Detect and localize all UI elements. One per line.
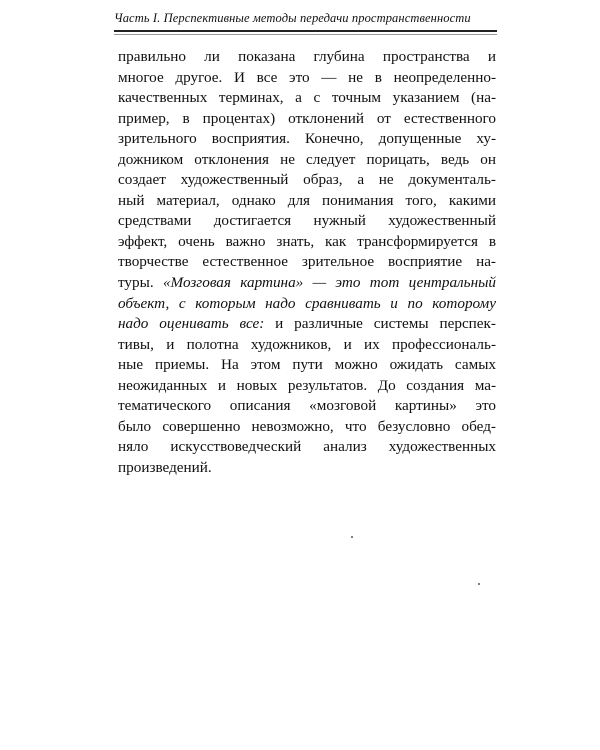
- text-run: няло искусствоведческий анализ художественных: [118, 438, 496, 456]
- text-run: было совершенно невозможно, что безусловно обед-: [118, 417, 496, 435]
- text-run: качественных терминах, а с точным указанием (на-: [118, 89, 496, 107]
- body-paragraph: [118, 47, 496, 478]
- text-line: [118, 314, 496, 335]
- text-line: [118, 458, 496, 479]
- text-line: [118, 47, 496, 68]
- text-run: зрительного восприятия. Конечно, допущенные ху-: [118, 130, 496, 148]
- text-line: [118, 294, 496, 315]
- text-run: неожиданных и новых результатов. До создания ма-: [118, 376, 496, 394]
- scan-speck: [351, 536, 353, 538]
- text-line: [118, 129, 496, 150]
- text-run: туры.: [118, 274, 163, 292]
- text-line: [118, 170, 496, 191]
- text-line: [118, 396, 496, 417]
- text-run: и различные системы перспек-: [264, 315, 496, 333]
- text-run: произведений.: [118, 458, 212, 476]
- text-run: тивы, и полотна художников, и их профессиональ-: [118, 335, 496, 353]
- text-run: создает художественный образ, а не документаль-: [118, 171, 496, 189]
- running-head: Часть I. Перспективные методы передачи пространственности: [114, 11, 471, 25]
- text-line: [118, 232, 496, 253]
- text-line: [118, 335, 496, 356]
- text-line: [118, 88, 496, 109]
- text-line: [118, 376, 496, 397]
- text-line: [118, 109, 496, 130]
- text-run: тематического описания «мозговой картины» это: [118, 397, 496, 415]
- text-run: средствами достигается нужный художественный: [118, 212, 496, 230]
- text-line: [118, 150, 496, 171]
- text-line: [118, 437, 496, 458]
- text-line: [118, 211, 496, 232]
- text-run: творчестве естественное зрительное восприятие на-: [118, 253, 496, 271]
- text-run: эффект, очень важно знать, как трансформируется в: [118, 232, 496, 250]
- text-run: правильно ли показана глубина пространства и: [118, 48, 496, 65]
- text-line: [118, 273, 496, 294]
- text-line: [118, 252, 496, 273]
- text-run: ные приемы. На этом пути можно ожидать самых: [118, 356, 496, 374]
- text-line: [118, 355, 496, 376]
- scan-speck: [478, 583, 480, 585]
- header-rule: [114, 30, 497, 32]
- text-line: [118, 417, 496, 438]
- text-run: ный материал, однако для понимания того, какими: [118, 191, 496, 209]
- text-line: [118, 68, 496, 89]
- header-rule-thin: [114, 34, 497, 35]
- italic-emphasis: «Мозговая картина» — это тот центральный: [162, 274, 496, 292]
- italic-emphasis: надо оценивать все:: [118, 315, 265, 333]
- text-run: многое другое. И все это — не в неопределенно-: [118, 68, 496, 86]
- italic-emphasis: объект, с которым надо сравнивать и по которому: [118, 294, 496, 312]
- text-run: дожником отклонения не следует порицать, ведь он: [118, 150, 496, 168]
- text-run: пример, в процентах) отклонений от естественного: [118, 109, 496, 127]
- text-line: [118, 191, 496, 212]
